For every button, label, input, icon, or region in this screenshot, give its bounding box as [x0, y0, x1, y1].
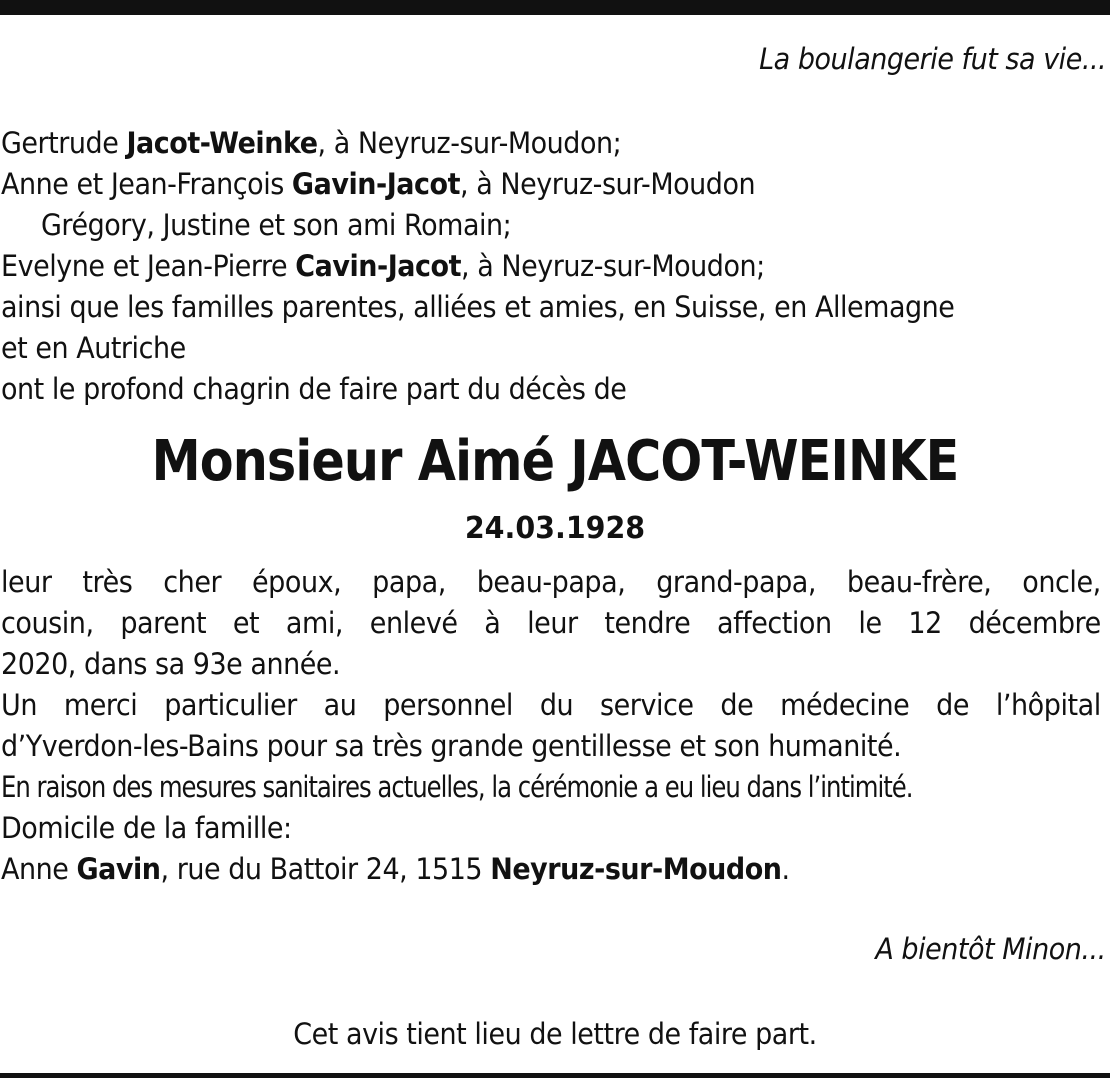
- body-line-7: Domicile de la famille:: [1, 811, 292, 845]
- mourner-line-2: Anne et Jean-François Gavin-Jacot, à Neyruz-sur-Moudon: [1, 167, 756, 201]
- notice-footer: Cet avis tient lieu de lettre de faire part.: [293, 1017, 817, 1051]
- mourner-line-4: Evelyne et Jean-Pierre Cavin-Jacot, à Neyruz-sur-Moudon;: [1, 249, 765, 283]
- body-line-2: cousin, parent et ami, enlevé à leur tendre affection le 12 décembre: [1, 606, 1101, 640]
- epigraph: La boulangerie fut sa vie...: [758, 42, 1106, 76]
- mourner-line-1: Gertrude Jacot-Weinke, à Neyruz-sur-Moudon;: [1, 126, 622, 160]
- birth-date: 24.03.1928: [464, 511, 646, 546]
- mourner-line-6: et en Autriche: [1, 331, 186, 365]
- body-line-3: 2020, dans sa 93e année.: [1, 647, 341, 681]
- body-line-6: En raison des mesures sanitaires actuelles, la cérémonie a eu lieu dans l’intimité.: [1, 770, 913, 804]
- mourner-line-3: Grégory, Justine et son ami Romain;: [41, 208, 512, 242]
- family-address: Anne Gavin, rue du Battoir 24, 1515 Neyruz-sur-Moudon.: [1, 852, 790, 886]
- mourner-line-7: ont le profond chagrin de faire part du décès de: [1, 372, 627, 406]
- body-line-1: leur très cher époux, papa, beau-papa, grand-papa, beau-frère, oncle,: [1, 565, 1101, 599]
- top-rule: [0, 0, 1110, 15]
- mourner-line-5: ainsi que les familles parentes, alliées et amies, en Suisse, en Allemagne: [1, 290, 955, 324]
- farewell: A bientôt Minon...: [875, 932, 1106, 966]
- bottom-rule: [0, 1073, 1110, 1078]
- body-line-5: d’Yverdon-les-Bains pour sa très grande gentillesse et son humanité.: [1, 729, 902, 763]
- body-line-4: Un merci particulier au personnel du service de médecine de l’hôpital: [1, 688, 1101, 722]
- deceased-name: Monsieur Aimé JACOT-WEINKE: [151, 429, 959, 494]
